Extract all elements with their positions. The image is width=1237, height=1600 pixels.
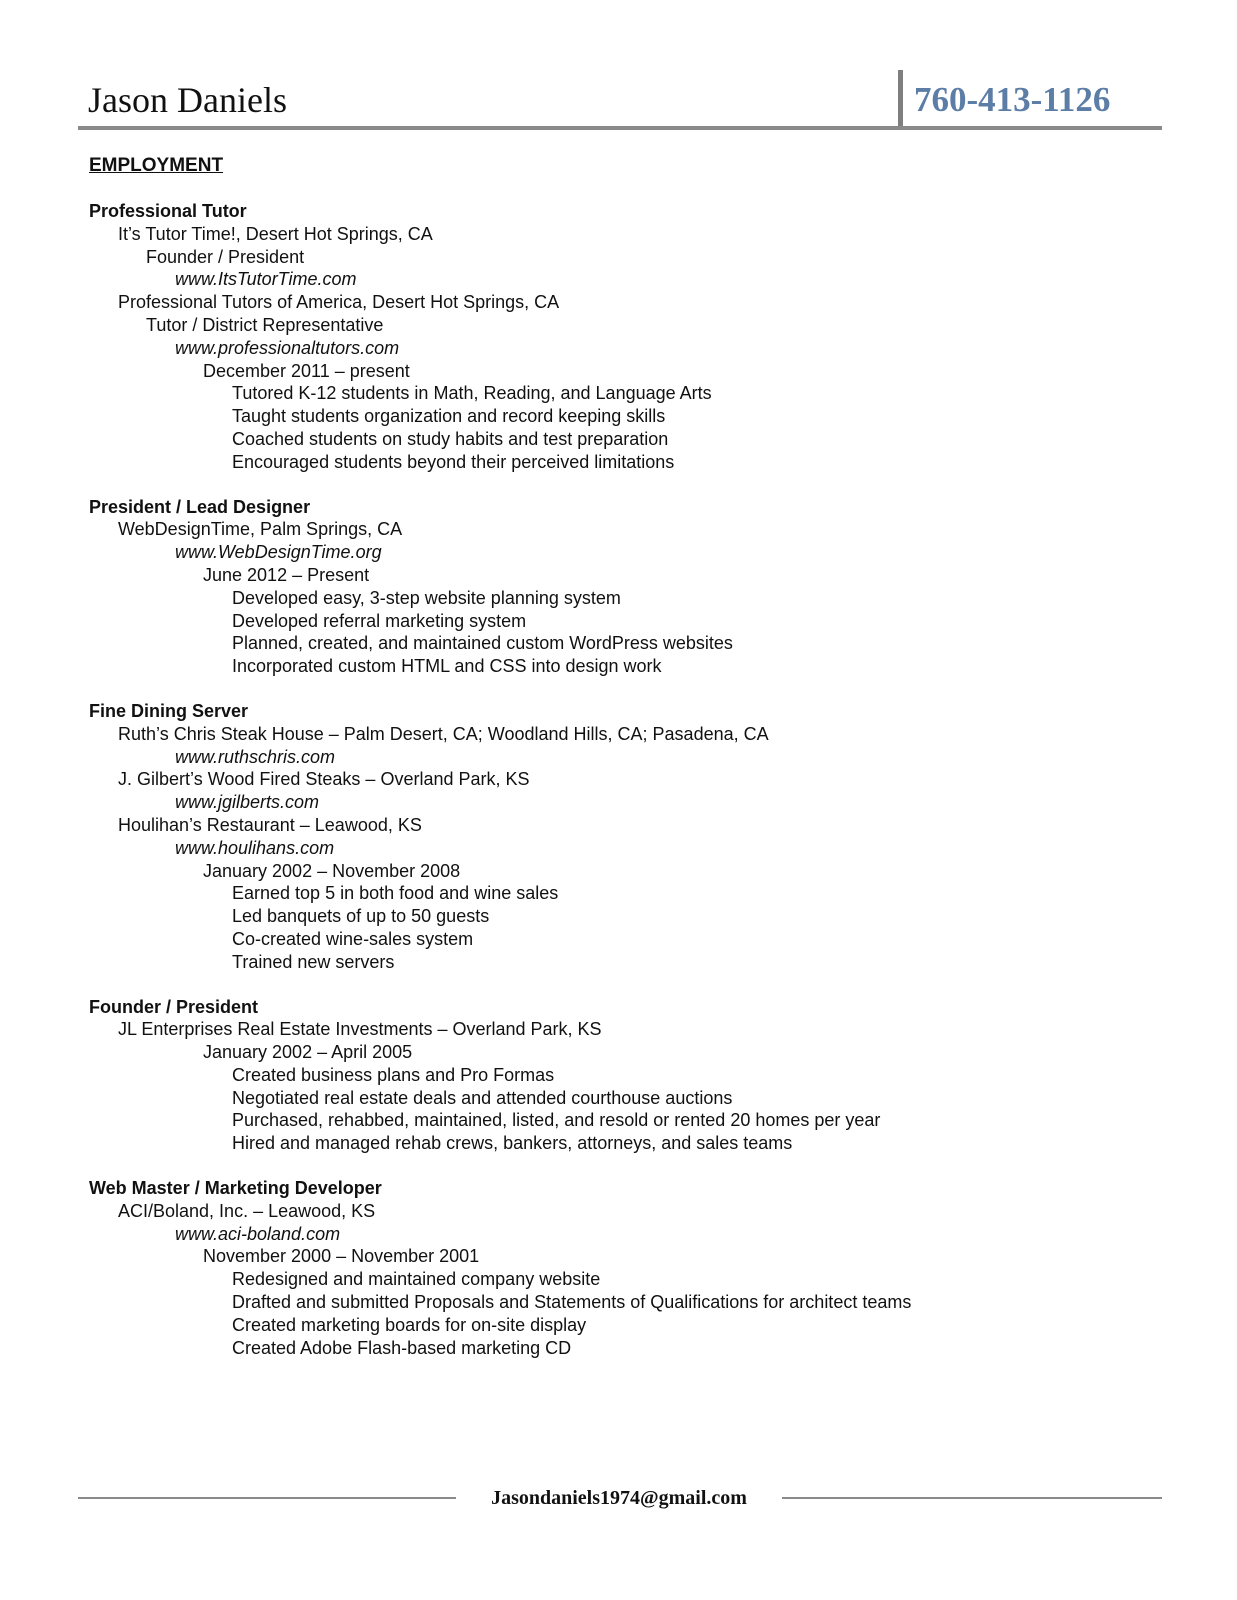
job-duty: Taught students organization and record keeping skills	[232, 406, 666, 427]
job-role: Founder / President	[146, 246, 305, 267]
job-duty: Coached students on study habits and test preparation	[232, 428, 669, 449]
job-dates: June 2012 – Present	[203, 564, 370, 585]
job-duty: Co-created wine-sales system	[232, 928, 474, 949]
job-title: Professional Tutor	[89, 201, 247, 221]
company-url: www.ItsTutorTime.com	[175, 269, 357, 290]
job-duty: Planned, created, and maintained custom WordPress websites	[232, 633, 733, 654]
job-duty: Created Adobe Flash-based marketing CD	[232, 1337, 572, 1358]
job-duty: Earned top 5 in both food and wine sales	[232, 883, 559, 904]
job-dates: December 2011 – present	[203, 360, 410, 381]
job-duty: Created business plans and Pro Formas	[232, 1064, 555, 1085]
job-duty: Developed easy, 3-step website planning system	[232, 587, 621, 608]
job-title: Web Master / Marketing Developer	[89, 1178, 382, 1199]
job-entry	[89, 1177, 1149, 1359]
job-entry	[89, 496, 1149, 678]
job-duty: Tutored K-12 students in Math, Reading, and Language Arts	[232, 383, 712, 404]
job-dates: January 2002 – November 2008	[203, 860, 461, 881]
job-duty: Hired and managed rehab crews, bankers, attorneys, and sales teams	[232, 1133, 793, 1154]
company-name: J. Gilbert’s Wood Fired Steaks – Overland Park, KS	[118, 769, 530, 790]
resume-footer	[78, 1484, 1162, 1514]
job-entry	[89, 700, 1149, 974]
company-name: It’s Tutor Time!, Desert Hot Springs, CA	[118, 223, 433, 244]
company-url: www.ruthschris.com	[175, 746, 336, 767]
company-url: www.professionaltutors.com	[175, 337, 400, 358]
company-name: WebDesignTime, Palm Springs, CA	[118, 519, 403, 540]
header-rule	[78, 126, 1162, 130]
phone-number: 760-413-1126	[914, 80, 1111, 119]
company-name: ACI/Boland, Inc. – Leawood, KS	[118, 1200, 376, 1221]
company-name: Professional Tutors of America, Desert Hot Springs, CA	[118, 292, 560, 313]
candidate-name: Jason Daniels	[88, 80, 287, 120]
job-entry	[89, 996, 1149, 1156]
job-duty: Encouraged students beyond their perceived limitations	[232, 451, 675, 472]
company-name: Houlihan’s Restaurant – Leawood, KS	[118, 814, 422, 835]
job-duty: Led banquets of up to 50 guests	[232, 906, 490, 927]
job-duty: Trained new servers	[232, 951, 395, 972]
email-address: Jasondaniels1974@gmail.com	[491, 1487, 747, 1509]
resume-body	[89, 152, 1149, 1381]
resume-header	[78, 70, 1162, 130]
job-duty: Redesigned and maintained company website	[232, 1269, 601, 1290]
footer-rule-left	[78, 1497, 456, 1499]
job-duty: Negotiated real estate deals and attended courthouse auctions	[232, 1087, 733, 1108]
job-entry	[89, 200, 1149, 474]
section-heading-employment: EMPLOYMENT	[89, 155, 224, 176]
job-duty: Purchased, rehabbed, maintained, listed, and resold or rented 20 homes per year	[232, 1110, 881, 1131]
footer-rule-right	[782, 1497, 1162, 1499]
company-name: JL Enterprises Real Estate Investments – Overland Park, KS	[118, 1019, 602, 1040]
company-url: www.WebDesignTime.org	[175, 542, 382, 563]
job-role: Tutor / District Representative	[146, 314, 384, 335]
company-url: www.jgilberts.com	[175, 792, 320, 813]
job-duty: Incorporated custom HTML and CSS into design work	[232, 656, 662, 677]
job-duty: Developed referral marketing system	[232, 610, 527, 631]
job-title: Fine Dining Server	[89, 700, 249, 721]
job-dates: November 2000 – November 2001	[203, 1246, 480, 1267]
job-duty: Drafted and submitted Proposals and Statements of Qualifications for architect teams	[232, 1292, 912, 1313]
job-title: President / Lead Designer	[89, 496, 311, 517]
job-dates: January 2002 – April 2005	[203, 1042, 413, 1063]
job-title: Founder / President	[89, 996, 259, 1017]
company-name: Ruth’s Chris Steak House – Palm Desert, CA; Woodland Hills, CA; Pasadena, CA	[118, 723, 769, 744]
job-duty: Created marketing boards for on-site display	[232, 1314, 587, 1335]
company-url: www.aci-boland.com	[175, 1223, 341, 1244]
company-url: www.houlihans.com	[175, 837, 335, 858]
header-divider-vertical	[898, 70, 903, 128]
